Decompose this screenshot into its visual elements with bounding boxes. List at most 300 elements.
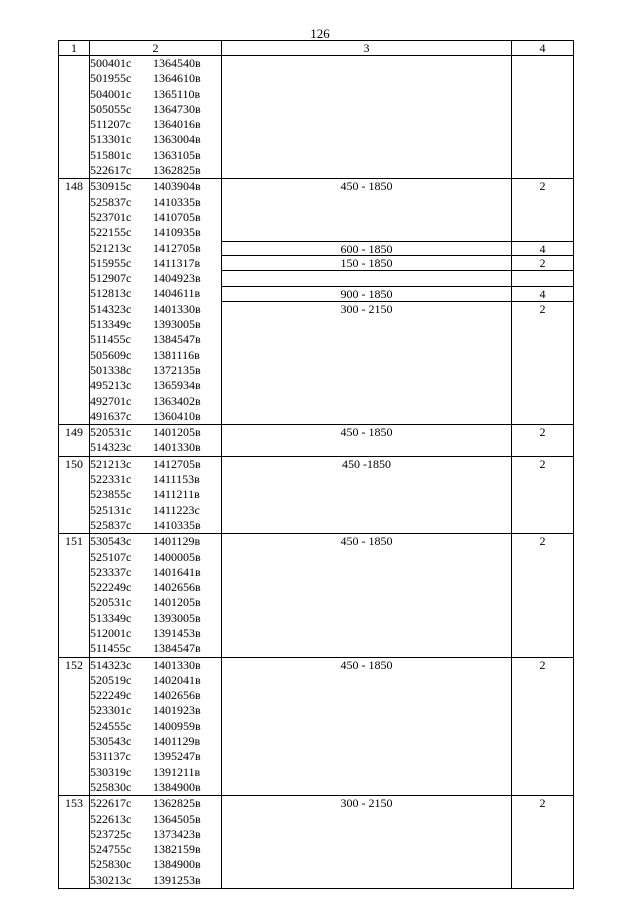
count-value [512,472,573,487]
count-value [512,225,573,240]
row-number: 153 [59,796,90,889]
range-value [222,117,511,132]
latitude: 505609с [90,347,132,362]
latitude: 522249с [90,688,132,703]
count-value [512,873,573,888]
header-cell-2: 2 [90,41,222,56]
count-value: 2 [539,179,546,194]
count-value: 2 [539,456,546,471]
count-value [512,271,573,286]
table-row [59,456,574,533]
range-value [222,734,511,749]
latitude: 500401с [90,56,132,70]
range-value: 450 - 1850 [340,179,393,194]
latitude: 511455с [90,332,131,347]
count-value [512,842,573,857]
count-value: 4 [512,286,573,301]
coordinate-pair [90,812,221,827]
count-value: 2 [512,256,573,271]
longitude: 1364505в [153,811,201,826]
count-value: 2 [539,301,546,316]
range-value [222,472,511,487]
range-value [222,550,511,565]
longitude: 1401641в [153,564,201,579]
longitude: 1363004в [153,132,201,147]
coordinate-pair [90,611,221,626]
latitude: 495213с [90,378,132,393]
longitude: 1410335в [153,517,201,532]
latitude: 521213с [90,240,132,255]
value-cell [512,179,574,425]
coordinate-pair [90,734,221,749]
longitude: 1401129в [153,734,201,749]
latitude: 530319с [90,764,132,779]
longitude: 1402656в [153,580,201,595]
coordinate-pair [90,641,221,656]
latitude: 522331с [90,472,132,487]
latitude: 520531с [90,425,132,440]
latitude: 523301с [90,703,132,718]
table-row [59,425,574,457]
range-value [222,719,511,734]
longitude: 1411223с [153,502,200,517]
range-value [222,440,511,455]
longitude: 1411153в [153,472,200,487]
longitude: 1404923в [153,271,201,286]
coordinate-pair [90,71,221,86]
value-cell [512,425,574,457]
coordinate-pair [90,317,221,332]
range-cell [222,534,512,657]
longitude: 1364016в [153,117,201,132]
longitude: 1393005в [153,317,201,332]
latitude: 525131с [90,502,132,517]
count-value [512,409,573,424]
range-value [222,703,511,718]
range-cell [222,56,512,179]
range-cell [222,796,512,889]
longitude: 1412705в [153,456,201,471]
coordinate-pair [90,409,221,424]
row-number [59,56,90,179]
range-value [222,378,511,393]
header-cell-3: 3 [222,41,512,56]
row-number: 150 [59,456,90,533]
coordinate-pair [90,332,221,347]
value-cell [512,456,574,533]
value-cell [512,56,574,179]
range-value [222,857,511,872]
count-value [512,626,573,641]
range-value [222,163,511,178]
coordinate-pair [90,132,221,147]
range-value [222,409,511,424]
latitude: 513349с [90,317,132,332]
range-value: 450 - 1850 [340,425,393,440]
range-value [222,611,511,626]
coordinate-list [90,456,222,533]
range-value: 450 -1850 [342,456,391,471]
longitude: 1365934в [153,378,201,393]
range-value [222,873,511,888]
range-value [222,348,511,363]
range-value [222,71,511,86]
longitude: 1363105в [153,147,201,162]
latitude: 512001с [90,625,132,640]
header-row [59,41,574,56]
latitude: 525837с [90,194,132,209]
longitude: 1410335в [153,194,201,209]
count-value [512,812,573,827]
latitude: 525830с [90,857,132,872]
coordinate-pair [90,195,221,210]
count-value [512,734,573,749]
longitude: 1391453в [153,625,201,640]
coordinate-pair [90,873,221,888]
latitude: 522617с [90,796,132,811]
table-row [59,534,574,657]
row-number: 151 [59,534,90,657]
latitude: 520531с [90,595,132,610]
longitude: 1411317в [153,255,201,270]
coordinate-pair [90,626,221,641]
range-value [222,148,511,163]
count-value [512,332,573,347]
header-cell-4: 4 [512,41,574,56]
coordinate-pair [90,241,221,256]
coordinates-table [58,40,574,889]
longitude: 1401923в [153,703,201,718]
longitude: 1372135в [153,362,201,377]
coordinate-pair [90,210,221,225]
longitude: 1410935в [153,225,201,240]
latitude: 525837с [90,517,132,532]
page-number: 126 [310,26,330,41]
count-value [512,503,573,518]
range-value [222,487,511,502]
latitude: 522617с [90,163,132,178]
range-value [222,580,511,595]
range-value: 450 - 1850 [340,657,393,672]
count-value [512,117,573,132]
coordinate-pair [90,673,221,688]
longitude: 1384900в [153,857,201,872]
range-value [222,595,511,610]
count-value [512,148,573,163]
range-value [222,394,511,409]
range-value [222,565,511,580]
longitude: 1382159в [153,842,201,857]
longitude: 1403904в [153,179,201,194]
count-value [512,56,573,71]
range-value: 450 - 1850 [340,534,393,549]
range-value [222,56,511,71]
longitude: 1364540в [153,56,201,70]
latitude: 524555с [90,718,132,733]
count-value [512,102,573,117]
range-value [222,641,511,656]
count-value [512,317,573,332]
coordinate-list [90,534,222,657]
coordinate-pair [90,472,221,487]
table-row [59,657,574,796]
latitude: 512813с [90,286,132,301]
value-cell [512,796,574,889]
row-number: 152 [59,657,90,796]
coordinate-pair [90,302,221,317]
range-value [222,765,511,780]
count-value: 2 [539,534,546,549]
coordinate-list [90,179,222,425]
count-value [512,348,573,363]
latitude: 491637с [90,408,132,423]
coordinate-list [90,657,222,796]
coordinate-pair [90,518,221,533]
range-cell [222,657,512,796]
latitude: 512907с [90,271,132,286]
latitude: 504001с [90,86,132,101]
longitude: 1362825в [153,796,201,811]
latitude: 492701с [90,393,132,408]
count-value [512,580,573,595]
value-cell [512,534,574,657]
range-cell [222,179,512,425]
longitude: 1391253в [153,872,201,887]
count-value [512,857,573,872]
latitude: 531137с [90,749,131,764]
longitude: 1404611в [153,286,201,301]
coordinate-pair [90,550,221,565]
longitude: 1360410в [153,408,201,423]
latitude: 524755с [90,842,132,857]
coordinate-list [90,56,222,179]
longitude: 1411211в [153,487,200,502]
latitude: 523725с [90,826,132,841]
coordinate-pair [90,842,221,857]
range-value [222,503,511,518]
count-value [512,641,573,656]
range-value [222,626,511,641]
coordinate-pair [90,56,221,71]
coordinate-pair [90,749,221,764]
coordinate-pair [90,102,221,117]
latitude: 521213с [90,456,132,471]
coordinate-pair [90,827,221,842]
latitude: 515801с [90,147,132,162]
longitude: 1402041в [153,672,201,687]
longitude: 1400959в [153,718,201,733]
coordinate-pair [90,487,221,502]
coordinate-pair [90,425,221,440]
value-cell [512,657,574,796]
count-value [512,765,573,780]
count-value [512,378,573,393]
longitude: 1364610в [153,71,201,86]
coordinate-pair [90,363,221,378]
coordinate-pair [90,658,221,673]
count-value [512,487,573,502]
coordinate-pair [90,719,221,734]
coordinate-pair [90,857,221,872]
longitude: 1393005в [153,610,201,625]
coordinate-list [90,425,222,457]
range-value [222,210,511,225]
coordinate-pair [90,117,221,132]
range-value [222,842,511,857]
coordinate-pair [90,286,221,301]
coordinate-pair [90,148,221,163]
range-value [222,518,511,533]
count-value [512,673,573,688]
longitude: 1373423в [153,826,201,841]
latitude: 523701с [90,209,132,224]
longitude: 1384547в [153,332,201,347]
latitude: 523855с [90,487,132,502]
count-value [512,210,573,225]
longitude: 1395247в [153,749,201,764]
coordinate-pair [90,271,221,286]
count-value: 4 [512,241,573,256]
count-value [512,780,573,795]
coordinate-pair [90,457,221,472]
longitude: 1391211в [153,764,201,779]
longitude: 1401330в [153,301,201,316]
count-value [512,719,573,734]
count-value: 2 [539,425,546,440]
count-value [512,688,573,703]
latitude: 514323с [90,440,132,455]
table-row [59,796,574,889]
range-cell [222,425,512,457]
table-row [59,179,574,425]
coordinate-pair [90,163,221,178]
count-value [512,749,573,764]
latitude: 525830с [90,779,132,794]
range-value: 300 - 2150 [340,301,393,316]
coordinate-pair [90,179,221,194]
range-value: 600 - 1850 [222,241,511,256]
count-value [512,363,573,378]
range-value [222,749,511,764]
latitude: 522155с [90,225,132,240]
longitude: 1384547в [153,641,201,656]
coordinate-pair [90,565,221,580]
coordinate-pair [90,378,221,393]
range-value [222,827,511,842]
count-value: 2 [539,796,546,811]
coordinate-pair [90,703,221,718]
row-number: 149 [59,425,90,457]
coordinate-pair [90,225,221,240]
count-value [512,87,573,102]
range-value [222,195,511,210]
latitude: 523337с [90,564,132,579]
latitude: 530543с [90,534,132,549]
latitude: 501955с [90,71,132,86]
range-value: 900 - 1850 [222,286,511,301]
count-value [512,195,573,210]
longitude: 1362825в [153,163,201,178]
range-value [222,271,511,286]
range-value [222,225,511,240]
latitude: 522249с [90,580,132,595]
latitude: 530543с [90,734,132,749]
latitude: 530915с [90,179,132,194]
range-cell [222,456,512,533]
longitude: 1402656в [153,688,201,703]
coordinate-pair [90,256,221,271]
header-cell-1: 1 [59,41,90,56]
longitude: 1401205в [153,595,201,610]
longitude: 1401330в [153,440,201,455]
latitude: 514323с [90,657,132,672]
count-value [512,163,573,178]
coordinate-pair [90,87,221,102]
latitude: 525107с [90,549,132,564]
coordinate-pair [90,394,221,409]
coordinate-pair [90,595,221,610]
count-value: 2 [539,657,546,672]
range-value: 150 - 1850 [222,256,511,271]
coordinate-pair [90,580,221,595]
latitude: 513301с [90,132,132,147]
latitude: 522613с [90,811,132,826]
count-value [512,703,573,718]
range-value [222,688,511,703]
latitude: 505055с [90,101,132,116]
count-value [512,132,573,147]
count-value [512,827,573,842]
longitude: 1412705в [153,240,201,255]
latitude: 513349с [90,610,132,625]
latitude: 530213с [90,872,132,887]
range-value [222,673,511,688]
coordinate-list [90,796,222,889]
range-value [222,102,511,117]
latitude: 501338с [90,362,132,377]
range-value: 300 - 2150 [340,796,393,811]
count-value [512,394,573,409]
longitude: 1384900в [153,779,201,794]
longitude: 1410705в [153,209,201,224]
coordinate-pair [90,348,221,363]
latitude: 511455с [90,641,131,656]
longitude: 1381116в [153,347,200,362]
longitude: 1363402в [153,393,201,408]
longitude: 1365110в [153,86,201,101]
range-value [222,812,511,827]
longitude: 1364730в [153,101,201,116]
count-value [512,71,573,86]
range-value [222,332,511,347]
coordinate-pair [90,780,221,795]
count-value [512,550,573,565]
coordinate-pair [90,765,221,780]
range-value [222,363,511,378]
coordinate-pair [90,503,221,518]
latitude: 514323с [90,301,132,316]
range-value [222,132,511,147]
longitude: 1400005в [153,549,201,564]
count-value [512,440,573,455]
range-value [222,780,511,795]
table-row [59,56,574,179]
coordinate-pair [90,688,221,703]
range-value [222,317,511,332]
coordinate-pair [90,796,221,811]
coordinate-pair [90,440,221,455]
count-value [512,611,573,626]
